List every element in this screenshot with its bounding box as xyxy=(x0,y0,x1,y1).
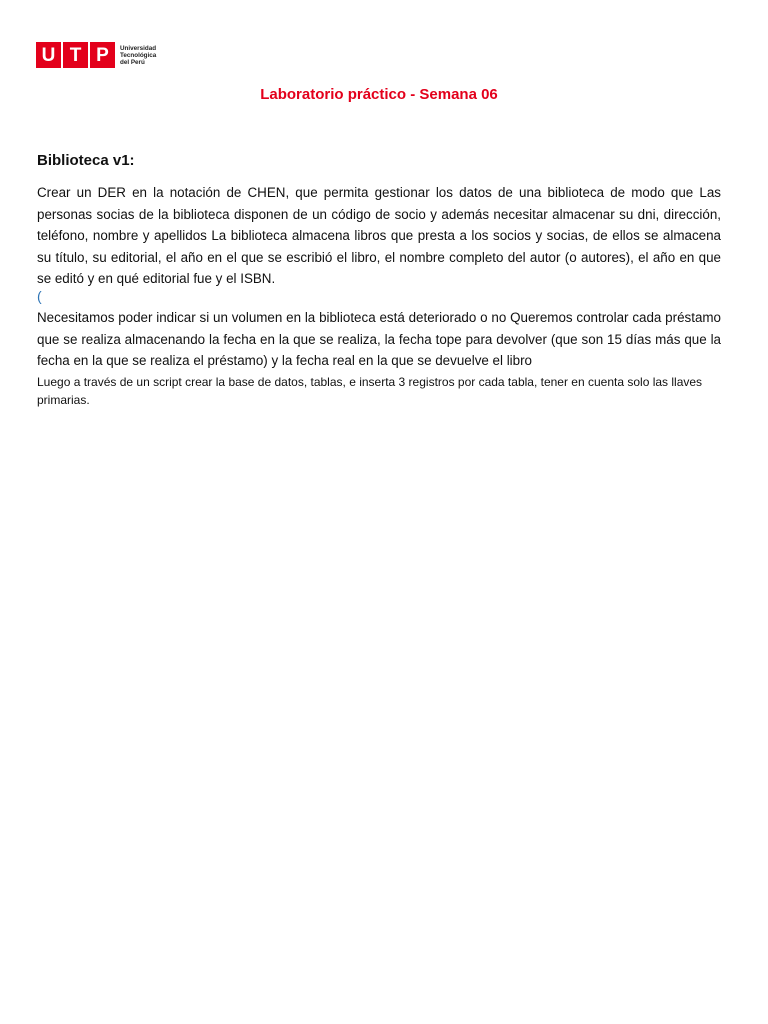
logo-letter-p: P xyxy=(90,42,115,68)
logo-text-line-1: Universidad xyxy=(120,44,157,52)
logo-letter-u: U xyxy=(36,42,61,68)
logo-text-line-2: Tecnológica xyxy=(120,51,157,59)
paragraph-loans: Necesitamos poder indicar si un volumen en la biblioteca está deteriorado o no Queremos controlar cada préstamo que se realiza almacenando la fecha en la que se realiza, la fecha tope para devolver (que son 15 días más que la fecha en la que se realiza el préstamo) y la fecha real en la que se devuelve el libro xyxy=(37,310,721,368)
paragraph-script-task: Luego a través de un script crear la base de datos, tablas, e inserta 3 registros por cada tabla, tener en cuenta solo las llaves primarias. xyxy=(37,375,703,407)
section-heading: Biblioteca v1: xyxy=(37,152,135,169)
logo-text-line-3: del Perú xyxy=(120,58,145,66)
paren-mark: ( xyxy=(37,288,42,304)
page-title: Laboratorio práctico - Semana 06 xyxy=(260,86,498,103)
utp-logo xyxy=(36,42,156,68)
logo-text xyxy=(120,45,156,66)
logo-letter-t: T xyxy=(63,42,88,68)
logo-letters xyxy=(36,42,115,68)
paragraph-requirements: Crear un DER en la notación de CHEN, que permita gestionar los datos de una biblioteca de modo que Las personas socias de la biblioteca disponen de un código de socio y además necesitar almacenar su dni, dirección, teléfono, nombre y apellidos La biblioteca almacena libros que presta a los socios y socias, de ellos se almacena su título, su editorial, el año en el que se escribió el libro, el nombre completo del autor (o autores), el año en que se editó y en qué editorial fue y el ISBN. xyxy=(37,185,721,286)
